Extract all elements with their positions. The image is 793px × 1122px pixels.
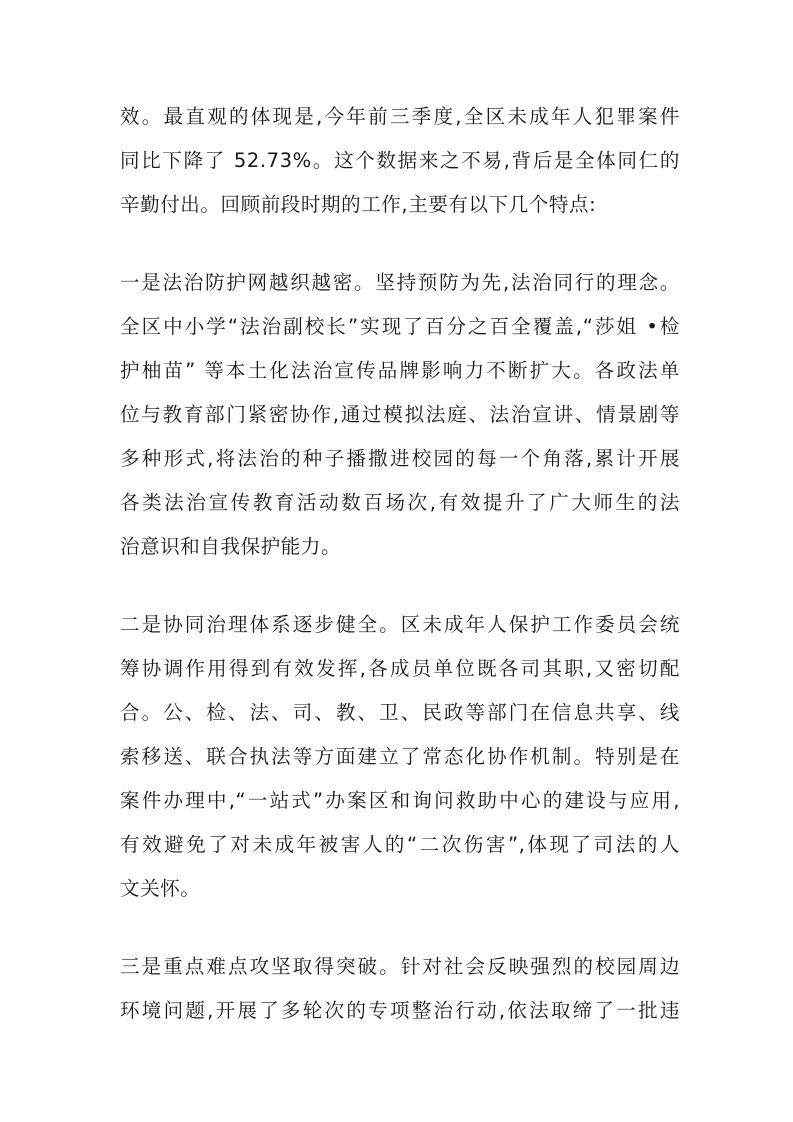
paragraph-3-line-1: 二是协同治理体系逐步健全。区未成年人保护工作委员会统: [120, 613, 680, 636]
paragraph-2-line-1: 一是法治防护网越织越密。坚持预防为先,法治同行的理念。: [120, 271, 680, 294]
paragraph-2-line-2: 全区中小学“法治副校长”实现了百分之百全覆盖,“莎姐 •检: [120, 315, 680, 338]
paragraph-3-line-6: 有效避免了对未成年被害人的“二次伤害”,体现了司法的人: [120, 833, 680, 856]
paragraph-3-line-7: 文关怀。: [120, 877, 201, 900]
paragraph-3-line-3: 合。公、检、法、司、教、卫、民政等部门在信息共享、线: [120, 701, 680, 724]
paragraph-3-line-5: 案件办理中,“一站式”办案区和询问救助中心的建设与应用,: [120, 789, 680, 812]
paragraph-2-line-4: 位与教育部门紧密协作,通过模拟法庭、法治宣讲、情景剧等: [120, 403, 680, 426]
paragraph-1-line-3: 辛勤付出。回顾前段时期的工作,主要有以下几个特点:: [120, 193, 597, 216]
paragraph-1-line-2: 同比下降了 52.73%。这个数据来之不易,背后是全体同仁的: [120, 149, 680, 172]
paragraph-1-line-1: 效。最直观的体现是,今年前三季度,全区未成年人犯罪案件: [120, 105, 680, 128]
paragraph-3-line-2: 筹协调作用得到有效发挥,各成员单位既各司其职,又密切配: [120, 657, 680, 680]
paragraph-2-line-7: 治意识和自我保护能力。: [120, 535, 342, 558]
paragraph-2-line-5: 多种形式,将法治的种子播撒进校园的每一个角落,累计开展: [120, 447, 680, 470]
paragraph-4-line-2: 环境问题,开展了多轮次的专项整治行动,依法取缔了一批违: [120, 999, 680, 1022]
paragraph-4-line-1: 三是重点难点攻坚取得突破。针对社会反映强烈的校园周边: [120, 955, 680, 978]
paragraph-3-line-4: 索移送、联合执法等方面建立了常态化协作机制。特别是在: [120, 745, 680, 768]
paragraph-2-line-3: 护柚苗” 等本土化法治宣传品牌影响力不断扩大。各政法单: [120, 359, 680, 382]
paragraph-2-line-6: 各类法治宣传教育活动数百场次,有效提升了广大师生的法: [120, 491, 680, 514]
